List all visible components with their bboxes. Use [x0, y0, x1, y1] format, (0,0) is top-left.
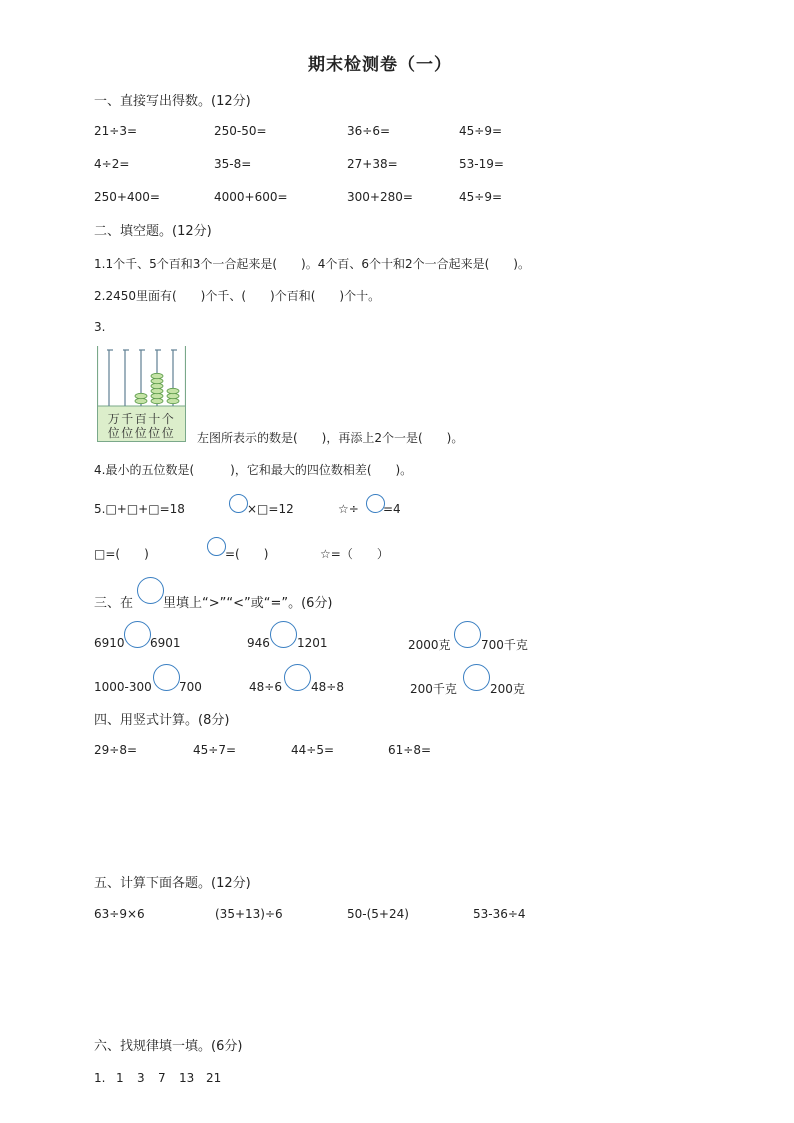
vertical-calc-problem: 61÷8=	[388, 743, 432, 757]
compare-right: 6901	[150, 636, 181, 650]
answer-star: ☆=（ ）	[320, 547, 389, 561]
fill-question-2: 2.2450里面有( )个千、( )个百和( )个十。	[94, 289, 381, 303]
pattern-item: 7	[158, 1071, 166, 1085]
calc-problem: (35+13)÷6	[215, 907, 283, 921]
section-2-heading: 二、填空题。(12分)	[94, 224, 212, 239]
compare-left: 1000-300	[94, 680, 152, 694]
compare-right: 48÷8	[311, 680, 344, 694]
compare-left: 6910	[94, 636, 125, 650]
compare-right: 200克	[490, 682, 525, 696]
pattern-number: 1.	[94, 1071, 106, 1085]
problem: 36÷6=	[347, 124, 391, 138]
vertical-calc-problem: 45÷7=	[193, 743, 237, 757]
circle-symbol	[229, 494, 248, 513]
circle-symbol	[137, 577, 164, 604]
problem: 4÷2=	[94, 157, 130, 171]
calc-problem: 50-(5+24)	[347, 907, 409, 921]
abacus-place-labels: 万千百十个	[107, 412, 176, 426]
calc-problem: 63÷9×6	[94, 907, 145, 921]
fill-question-5-b: ×□=12	[247, 502, 294, 516]
compare-right: 700千克	[481, 638, 528, 652]
answer-square: □=( )	[94, 547, 149, 561]
compare-circle[interactable]	[284, 664, 311, 691]
vertical-calc-problem: 44÷5=	[291, 743, 335, 757]
pattern-item: 13	[179, 1071, 195, 1085]
calc-problem: 53-36÷4	[473, 907, 526, 921]
compare-circle[interactable]	[454, 621, 481, 648]
circle-symbol	[207, 537, 226, 556]
problem: 35-8=	[214, 157, 252, 171]
problem: 21÷3=	[94, 124, 138, 138]
problem: 300+280=	[347, 190, 413, 204]
section-3-heading-post: 里填上“>”“<”或“=”。(6分)	[163, 596, 333, 611]
problem: 45÷9=	[459, 190, 503, 204]
compare-circle[interactable]	[270, 621, 297, 648]
abacus-place-labels-bottom: 位位位位位	[107, 426, 176, 440]
problem: 4000+600=	[214, 190, 288, 204]
fill-question-5-c2: =4	[383, 502, 401, 516]
compare-circle[interactable]	[153, 664, 180, 691]
pattern-item: 1	[116, 1071, 124, 1085]
section-3-heading-pre: 三、在	[94, 596, 134, 611]
section-1-heading: 一、直接写出得数。(12分)	[94, 94, 251, 109]
pattern-item: 3	[137, 1071, 145, 1085]
section-6-heading: 六、找规律填一填。(6分)	[94, 1039, 243, 1054]
fill-question-4: 4.最小的五位数是( )，它和最大的四位数相差( )。	[94, 463, 413, 477]
vertical-calc-problem: 29÷8=	[94, 743, 138, 757]
answer-circle: =( )	[225, 547, 269, 561]
problem: 250+400=	[94, 190, 160, 204]
problem: 250-50=	[214, 124, 267, 138]
fill-question-5-a: 5.□+□+□=18	[94, 502, 185, 516]
compare-right: 700	[179, 680, 202, 694]
problem: 45÷9=	[459, 124, 503, 138]
abacus-image	[97, 344, 186, 442]
fill-question-3-text: 左图所表示的数是( )，再添上2个一是( )。	[197, 431, 464, 445]
compare-left: 200千克	[410, 682, 457, 696]
page-title: 期末检测卷（一）	[308, 55, 452, 75]
compare-circle[interactable]	[463, 664, 490, 691]
compare-right: 1201	[297, 636, 328, 650]
section-4-heading: 四、用竖式计算。(8分)	[94, 713, 230, 728]
fill-question-1: 1.1个千、5个百和3个一合起来是( )。4个百、6个十和2个一合起来是( )。	[94, 257, 530, 271]
compare-circle[interactable]	[124, 621, 151, 648]
fill-question-5-c: ☆÷	[338, 502, 359, 516]
section-5-heading: 五、计算下面各题。(12分)	[94, 876, 251, 891]
problem: 53-19=	[459, 157, 504, 171]
compare-left: 48÷6	[249, 680, 282, 694]
problem: 27+38=	[347, 157, 398, 171]
compare-left: 2000克	[408, 638, 451, 652]
compare-left: 946	[247, 636, 270, 650]
fill-question-3-number: 3.	[94, 320, 106, 334]
pattern-item: 21	[206, 1071, 222, 1085]
